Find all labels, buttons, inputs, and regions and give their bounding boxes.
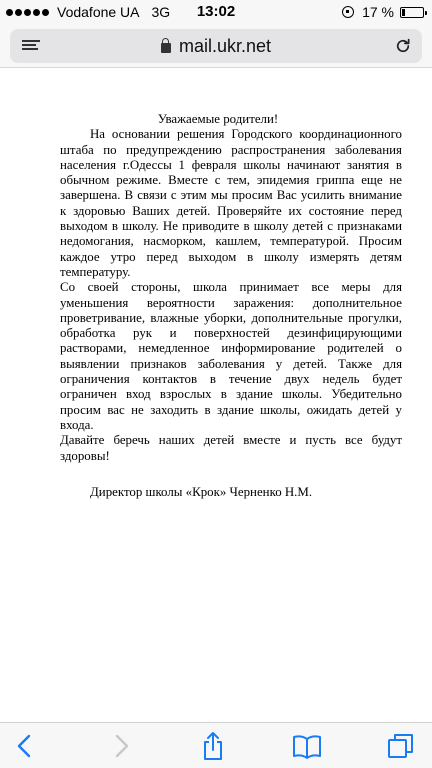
carrier-name: Vodafone UA [57,4,140,20]
status-right [342,4,424,20]
reload-icon[interactable] [394,37,412,55]
status-time: 13:02 [196,3,236,20]
address-bar[interactable] [10,29,422,63]
browser-toolbar [0,722,432,768]
book-icon[interactable] [292,731,322,761]
letter-paragraph-3: Давайте беречь наших детей вместе и пусть все будут здоровы! [60,433,402,463]
battery-percentage: 17 % [362,4,394,20]
share-icon[interactable] [198,731,228,761]
chevron-right-icon [106,731,136,761]
lock-icon [161,43,171,53]
letter-greeting: Уважаемые родители! [157,112,279,126]
battery-level-fill [402,9,405,16]
letter-paragraph-1: На основании решения Городского координационного штаба по предупреждению распространения заболевания населения г.Одессы 1 февраля школы начинают занятия в обычном режиме. Вместе с тем, эпидемия гриппа еще не завершена. В связи с этим мы просим Вас усилить внимание к здоровью Ваших детей. Проверяйте их состояние перед выходом в школу. Не приводите в школу детей с признаками недомогания, насморком, кашлем, температурой. Просим каждое утро перед выходом в школу измерять детям температуру. [60,127,402,279]
browser-address-area [0,24,432,68]
url-text: mail.ukr.net [178,36,272,56]
chevron-left-icon[interactable] [10,731,40,761]
url-display[interactable] [10,36,422,57]
orientation-lock-icon [342,6,354,18]
network-type: 3G [151,4,171,20]
letter-content [60,112,402,500]
letter-signature: Директор школы «Крок» Черненко Н.М. [90,484,313,499]
status-bar [0,0,432,24]
letter-paragraph-2: Со своей стороны, школа принимает все меры для уменьшения вероятности заражения: дополнительное проветривание, влажные уборки, дополнительные прогулки, обработка рук и поверхностей дезинфицирующими растворами, немедленное информирование родителей о выявлении признаков заболевания у детей. Также для ограничения контактов в течение двух недель будет ограничен вход взрослых в здание школы. Убедительно просим вас не заходить в здание школы, ожидать детей у входа. [60,280,402,432]
battery-icon [400,7,424,18]
tabs-icon[interactable] [386,731,416,761]
